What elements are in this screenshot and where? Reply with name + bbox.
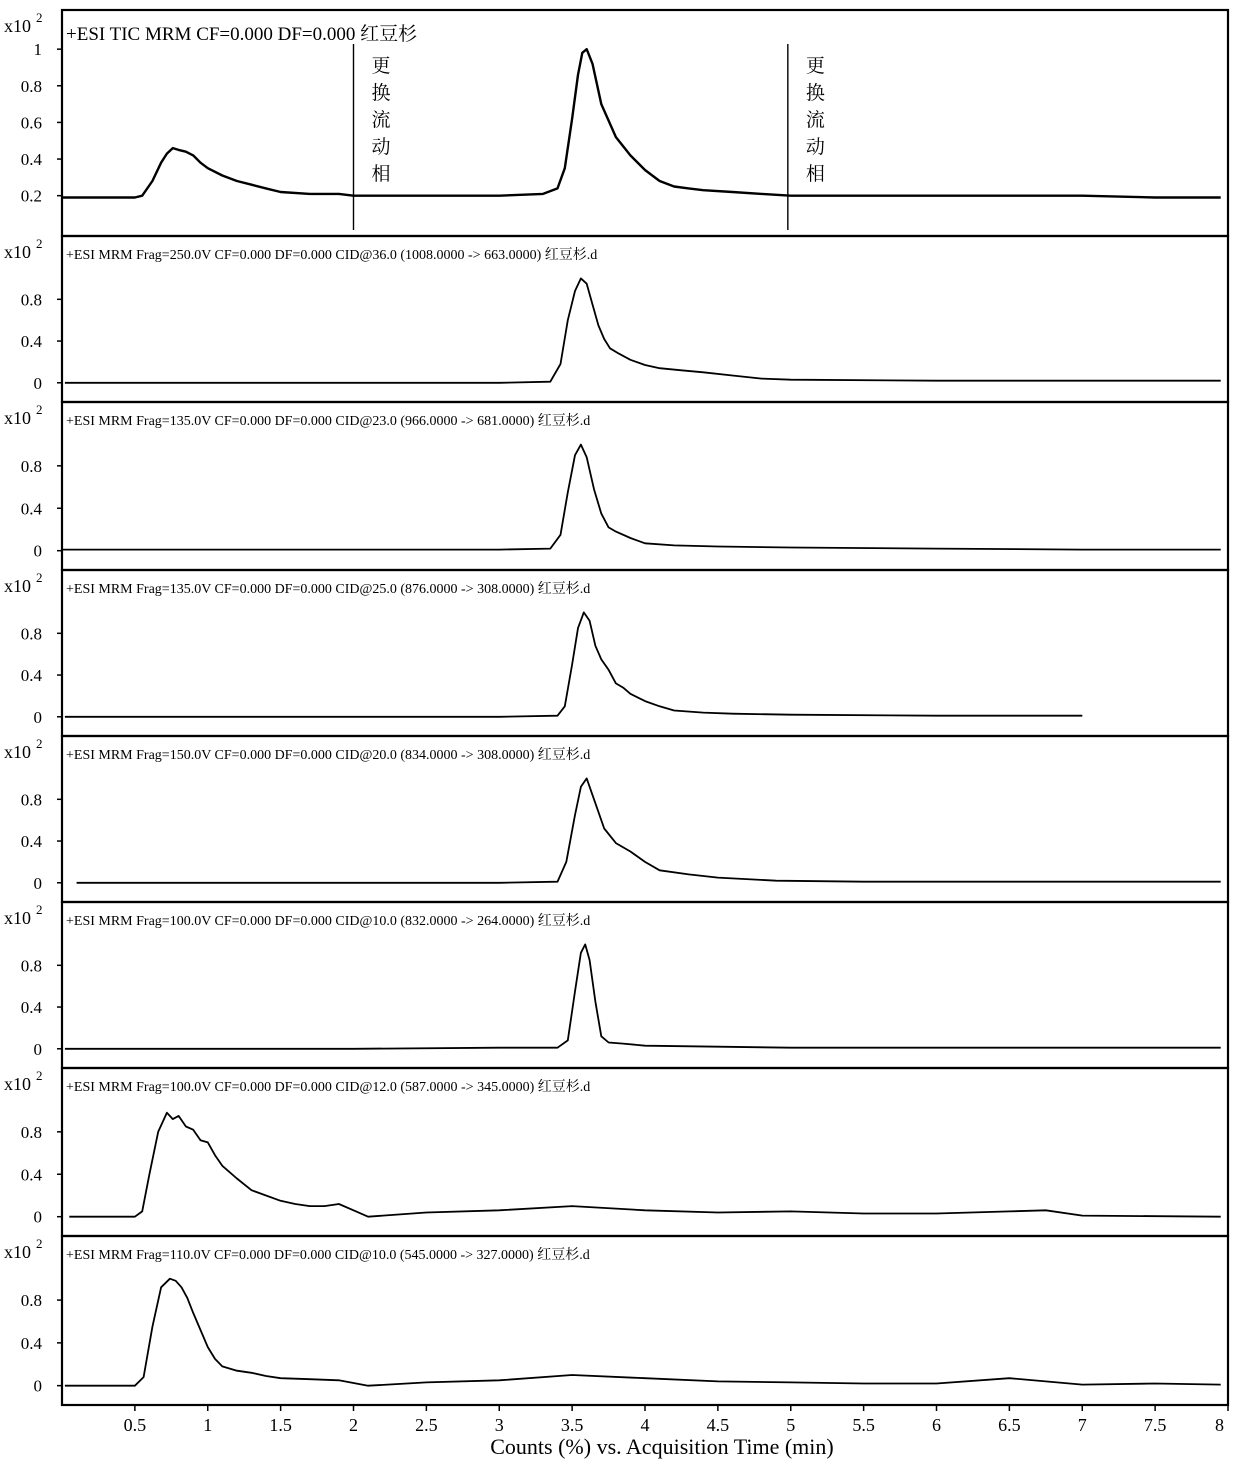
y-tick-label: 0.6	[20, 113, 42, 133]
y-scale-label: x10	[4, 908, 31, 928]
x-axis	[124, 1405, 1228, 1435]
y-tick-label: 0.8	[20, 1291, 42, 1311]
y-tick-label: 0.8	[20, 624, 42, 644]
y-scale-exponent: 2	[36, 570, 43, 585]
y-tick-label: 0.4	[20, 666, 42, 686]
chromatogram-trace	[65, 612, 1082, 716]
x-tick-label: 5	[786, 1415, 796, 1435]
y-scale-label: x10	[4, 1242, 31, 1262]
x-tick-label: 3.5	[560, 1415, 584, 1435]
y-scale-exponent: 2	[36, 736, 43, 751]
chromatogram-panel-2	[4, 236, 1228, 402]
y-tick-label: 0.4	[20, 499, 42, 519]
chromatogram-panel-7	[4, 1068, 1228, 1236]
panel-title: +ESI MRM Frag=135.0V CF=0.000 DF=0.000 CID@23.0 (966.0000 -> 681.0000) 红豆杉.d	[66, 414, 591, 429]
x-tick-label: 0.5	[123, 1415, 147, 1435]
y-tick-label: 0	[33, 707, 42, 727]
panel-title: +ESI MRM Frag=150.0V CF=0.000 DF=0.000 CID@20.0 (834.0000 -> 308.0000) 红豆杉.d	[66, 748, 591, 763]
y-scale-exponent: 2	[36, 1068, 43, 1083]
x-axis-title: Counts (%) vs. Acquisition Time (min)	[490, 1434, 834, 1459]
y-tick-label: 0.4	[20, 150, 42, 170]
x-tick-label: 2	[349, 1415, 358, 1435]
x-tick-label: 3	[494, 1415, 504, 1435]
x-tick-label: 8	[1215, 1415, 1224, 1435]
y-tick-label: 0.8	[20, 956, 42, 976]
x-tick-label: 4.5	[706, 1415, 730, 1435]
y-scale-label: x10	[4, 576, 31, 596]
x-tick-label: 7	[1077, 1415, 1087, 1435]
x-tick-label: 4	[640, 1415, 650, 1435]
y-tick-label: 0	[33, 541, 42, 561]
y-scale-label: x10	[4, 242, 31, 262]
x-tick-label: 7.5	[1143, 1415, 1167, 1435]
y-scale-exponent: 2	[36, 236, 43, 251]
y-tick-label: 0.8	[20, 1122, 42, 1142]
y-tick-label: 0.4	[20, 998, 42, 1018]
y-tick-label: 0.8	[20, 76, 42, 96]
y-tick-label: 0.4	[20, 332, 42, 352]
x-tick-label: 6.5	[998, 1415, 1021, 1435]
y-tick-label: 0.4	[20, 1333, 42, 1353]
y-tick-label: 0	[33, 873, 42, 893]
x-tick-label: 6	[932, 1415, 941, 1435]
y-scale-exponent: 2	[36, 402, 43, 417]
y-tick-label: 0.4	[20, 1165, 42, 1185]
chromatogram-trace	[65, 944, 1221, 1048]
chromatogram-panel-8	[4, 1236, 1228, 1405]
panel-title: +ESI MRM Frag=135.0V CF=0.000 DF=0.000 CID@25.0 (876.0000 -> 308.0000) 红豆杉.d	[66, 582, 591, 597]
y-scale-label: x10	[4, 742, 31, 762]
chromatogram-panel-4	[4, 570, 1228, 736]
panel-title: +ESI MRM Frag=110.0V CF=0.000 DF=0.000 CID@10.0 (545.0000 -> 327.0000) 红豆杉.d	[66, 1248, 590, 1263]
x-tick-label: 2.5	[415, 1415, 438, 1435]
chromatogram-trace	[62, 445, 1221, 550]
chromatogram-panel-5	[4, 736, 1228, 902]
chromatogram-panel-6	[4, 902, 1228, 1068]
y-tick-label: 0	[33, 373, 42, 393]
y-scale-exponent: 2	[36, 10, 43, 25]
chromatogram-trace	[65, 278, 1221, 382]
chromatogram-trace	[77, 778, 1221, 882]
y-scale-label: x10	[4, 1074, 31, 1094]
panel-title: +ESI MRM Frag=250.0V CF=0.000 DF=0.000 CID@36.0 (1008.0000 -> 663.0000) 红豆杉.d	[66, 248, 598, 263]
chromatogram-trace	[69, 1113, 1220, 1217]
chromatogram-panel-3	[4, 402, 1228, 570]
y-tick-label: 0.8	[20, 790, 42, 810]
chromatogram-panels	[4, 10, 1228, 1405]
panel-title: +ESI MRM Frag=100.0V CF=0.000 DF=0.000 CID@10.0 (832.0000 -> 264.0000) 红豆杉.d	[66, 914, 591, 929]
y-tick-label: 0.2	[20, 186, 42, 206]
y-tick-label: 0.4	[20, 832, 42, 852]
y-scale-exponent: 2	[36, 1236, 43, 1251]
y-tick-label: 0.8	[20, 456, 42, 476]
x-tick-label: 5.5	[852, 1415, 875, 1435]
chromatogram-trace	[65, 1279, 1221, 1386]
x-tick-label: 1.5	[269, 1415, 292, 1435]
x-tick-label: 1	[203, 1415, 213, 1435]
y-scale-label: x10	[4, 16, 31, 36]
y-scale-exponent: 2	[36, 902, 43, 917]
y-tick-label: 0	[33, 1039, 42, 1059]
chromatogram-trace	[62, 49, 1221, 197]
mobile-phase-change-label: 更换流动相	[371, 55, 391, 185]
y-tick-label: 1	[33, 40, 42, 60]
mobile-phase-change-label: 更换流动相	[805, 55, 825, 185]
y-tick-label: 0	[33, 1376, 42, 1396]
panel-title: +ESI TIC MRM CF=0.000 DF=0.000 红豆杉	[66, 24, 418, 45]
y-tick-label: 0	[33, 1207, 42, 1227]
chromatogram-panel-1	[4, 10, 1228, 236]
y-tick-label: 0.8	[20, 290, 42, 310]
panel-title: +ESI MRM Frag=100.0V CF=0.000 DF=0.000 CID@12.0 (587.0000 -> 345.0000) 红豆杉.d	[66, 1080, 591, 1095]
y-scale-label: x10	[4, 408, 31, 428]
